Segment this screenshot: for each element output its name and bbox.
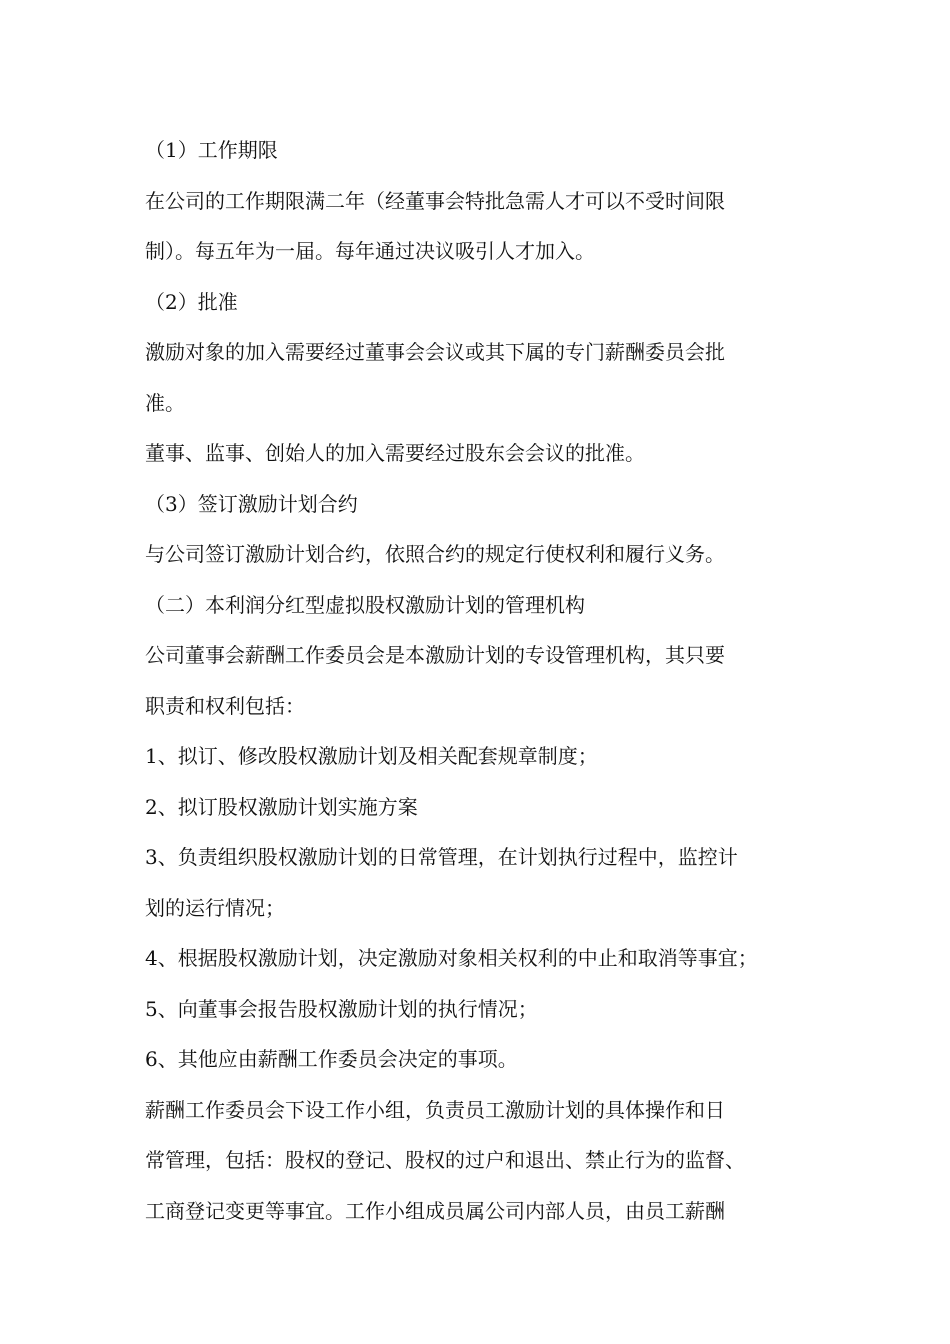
paragraph-line: 准。 xyxy=(145,390,185,415)
section-heading-management: （二）本利润分红型虚拟股权激励计划的管理机构 xyxy=(145,592,585,617)
list-item: 4、根据股权激励计划，决定激励对象相关权利的中止和取消等事宜； xyxy=(145,946,758,970)
list-item: 5、向董事会报告股权激励计划的执行情况； xyxy=(145,996,538,1021)
paragraph-line: 公司董事会薪酬工作委员会是本激励计划的专设管理机构，其只要 xyxy=(145,643,725,667)
heading-approval: （2）批准 xyxy=(145,289,238,314)
heading-work-period: （1）工作期限 xyxy=(145,138,278,162)
document-body xyxy=(145,131,815,1242)
list-item-continuation: 划的运行情况； xyxy=(145,895,285,920)
paragraph-line: 与公司签订激励计划合约，依照合约的规定行使权利和履行义务。 xyxy=(145,542,725,566)
paragraph-line: 常管理，包括：股权的登记、股权的过户和退出、禁止行为的监督、 xyxy=(145,1148,745,1172)
list-item: 2、拟订股权激励计划实施方案 xyxy=(145,794,418,819)
list-item: 3、负责组织股权激励计划的日常管理，在计划执行过程中，监控计 xyxy=(145,845,738,869)
paragraph-line: 董事、监事、创始人的加入需要经过股东会会议的批准。 xyxy=(145,441,645,465)
paragraph-line: 薪酬工作委员会下设工作小组，负责员工激励计划的具体操作和日 xyxy=(145,1097,725,1122)
paragraph-line: 工商登记变更等事宜。工作小组成员属公司内部人员，由员工薪酬 xyxy=(145,1198,725,1223)
heading-sign-contract: （3）签订激励计划合约 xyxy=(145,491,358,516)
list-item: 1、拟订、修改股权激励计划及相关配套规章制度； xyxy=(145,744,598,768)
paragraph-line: 制）。每五年为一届。每年通过决议吸引人才加入。 xyxy=(145,239,595,263)
list-item: 6、其他应由薪酬工作委员会决定的事项。 xyxy=(145,1047,518,1071)
paragraph-line: 职责和权利包括： xyxy=(145,693,305,718)
paragraph-line: 在公司的工作期限满二年（经董事会特批急需人才可以不受时间限 xyxy=(145,188,725,213)
paragraph-line: 激励对象的加入需要经过董事会会议或其下属的专门薪酬委员会批 xyxy=(145,340,725,364)
